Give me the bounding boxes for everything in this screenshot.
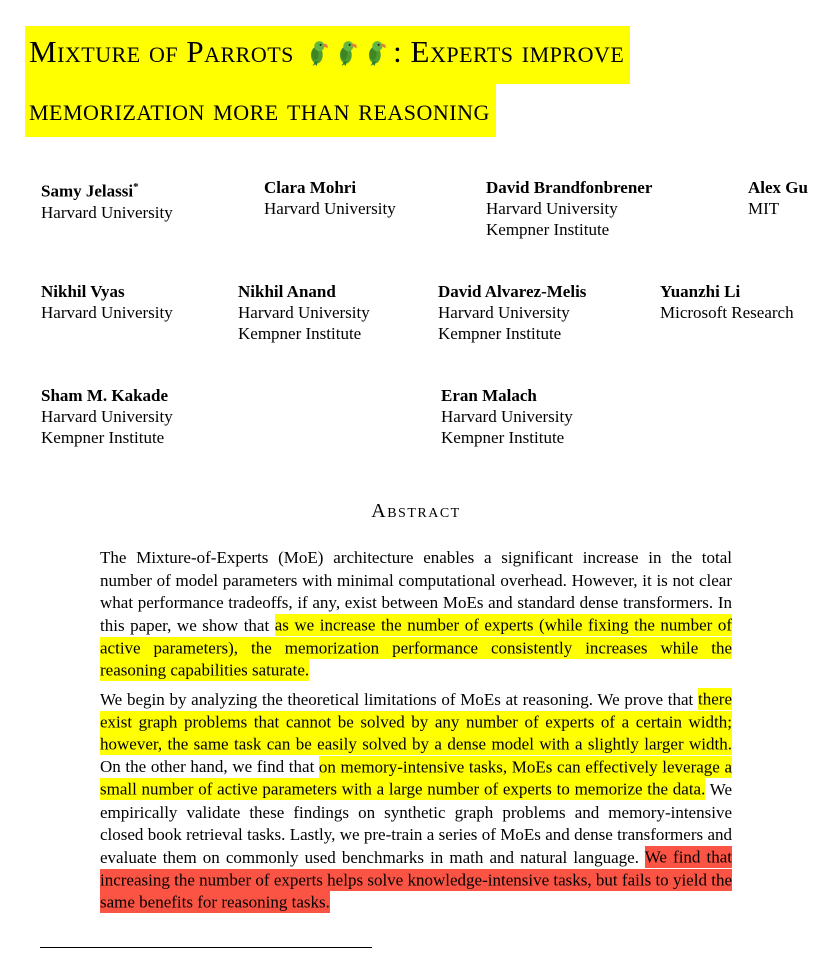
title-text-2: : Experts improve: [393, 34, 625, 69]
body-text: We begin by analyzing the theoretical limitations of MoEs at reasoning. We prove that: [100, 689, 699, 709]
author-affiliation: Harvard University: [238, 303, 370, 322]
author-block: [486, 177, 748, 240]
abstract-heading: Abstract: [371, 500, 461, 522]
author-affiliation: Microsoft Research: [660, 303, 794, 322]
author-block: [238, 281, 438, 344]
author-affiliation: Harvard University: [438, 303, 570, 322]
parrot-icon: [334, 39, 361, 66]
body-text: On the other hand, we find that: [100, 757, 319, 777]
parrot-icon: [363, 39, 390, 66]
author-block: [660, 281, 794, 344]
author-name: Samy Jelassi*: [41, 181, 139, 201]
author-block: [41, 281, 238, 344]
abstract-paragraph: [100, 547, 732, 683]
author-block: [748, 177, 808, 240]
author-name: Clara Mohri: [264, 178, 357, 197]
author-name: Nikhil Anand: [238, 282, 336, 301]
author-name: Eran Malach: [441, 386, 537, 405]
author-row: [41, 385, 832, 448]
author-affiliation: Kempner Institute: [441, 428, 565, 447]
author-affiliation: Kempner Institute: [41, 428, 165, 447]
author-affiliation: Harvard University: [486, 199, 618, 218]
footnote-rule: [40, 947, 372, 948]
author-block: [41, 177, 264, 240]
paper-title: [25, 26, 832, 137]
title-line-1: [25, 26, 630, 84]
author-block: [264, 177, 486, 240]
authors-section: [41, 177, 832, 448]
author-name: Nikhil Vyas: [41, 282, 125, 301]
author-name: David Brandfonbrener: [486, 178, 653, 197]
author-row: [41, 177, 832, 240]
parrot-icons: [304, 33, 391, 80]
author-affiliation: Harvard University: [41, 407, 173, 426]
abstract-paragraph: [100, 689, 732, 915]
author-name: Sham M. Kakade: [41, 386, 169, 405]
author-affiliation: Kempner Institute: [238, 324, 362, 343]
paper-page: [0, 26, 832, 915]
author-name: Yuanzhi Li: [660, 282, 741, 301]
author-affiliation: MIT: [748, 199, 780, 218]
author-affiliation: Harvard University: [41, 303, 173, 322]
highlighted-text: on memory-intensive tasks, MoEs can effectively leverage a small number of active parameters with a large number of experts to memorize the data.: [100, 757, 732, 799]
body-text: We empirically validate these findings on synthetic graph problems and memory-intensive closed book retrieval tasks. Lastly, we pre-train a series of MoEs and dense transformers and evaluate them on commonly used benchmarks in math and natural language.: [100, 779, 732, 867]
author-affiliation: Kempner Institute: [486, 220, 610, 239]
author-affiliation: Kempner Institute: [438, 324, 562, 343]
author-affiliation: Harvard University: [441, 407, 573, 426]
author-footnote-mark: *: [133, 181, 139, 193]
abstract-section: [0, 500, 832, 915]
author-block: [441, 385, 573, 448]
highlighted-text: there exist graph problems that cannot be solved by any number of experts of a certain width; however, the same task can be easily solved by a dense model with a slightly larger width.: [100, 689, 732, 754]
author-block: [41, 385, 441, 448]
title-line-2: memorization more than reasoning: [25, 84, 496, 138]
title-text-1: Mixture of Parrots: [29, 34, 303, 69]
author-block: [438, 281, 660, 344]
parrot-icon: [305, 39, 332, 66]
author-name: Alex Gu: [748, 178, 808, 197]
author-affiliation: Harvard University: [41, 202, 173, 222]
body-text: The Mixture-of-Experts (MoE) architecture enables a significant increase in the total number of model parameters with minimal computational overhead. However, it is not clear what performance tradeoffs, if any, exist between MoEs and standard dense transformers. In this paper, we show that: [100, 548, 732, 635]
author-row: [41, 281, 832, 344]
highlighted-text: We find that increasing the number of experts helps solve knowledge-intensive tasks, but fails to yield the same benefits for reasoning tasks.: [100, 847, 732, 912]
author-name: David Alvarez-Melis: [438, 282, 587, 301]
abstract-body: [100, 547, 732, 915]
author-affiliation: Harvard University: [264, 199, 396, 218]
highlighted-text: as we increase the number of experts (while fixing the number of active parameters), the memorization performance consistently increases while the reasoning capabilities saturate.: [100, 615, 732, 680]
